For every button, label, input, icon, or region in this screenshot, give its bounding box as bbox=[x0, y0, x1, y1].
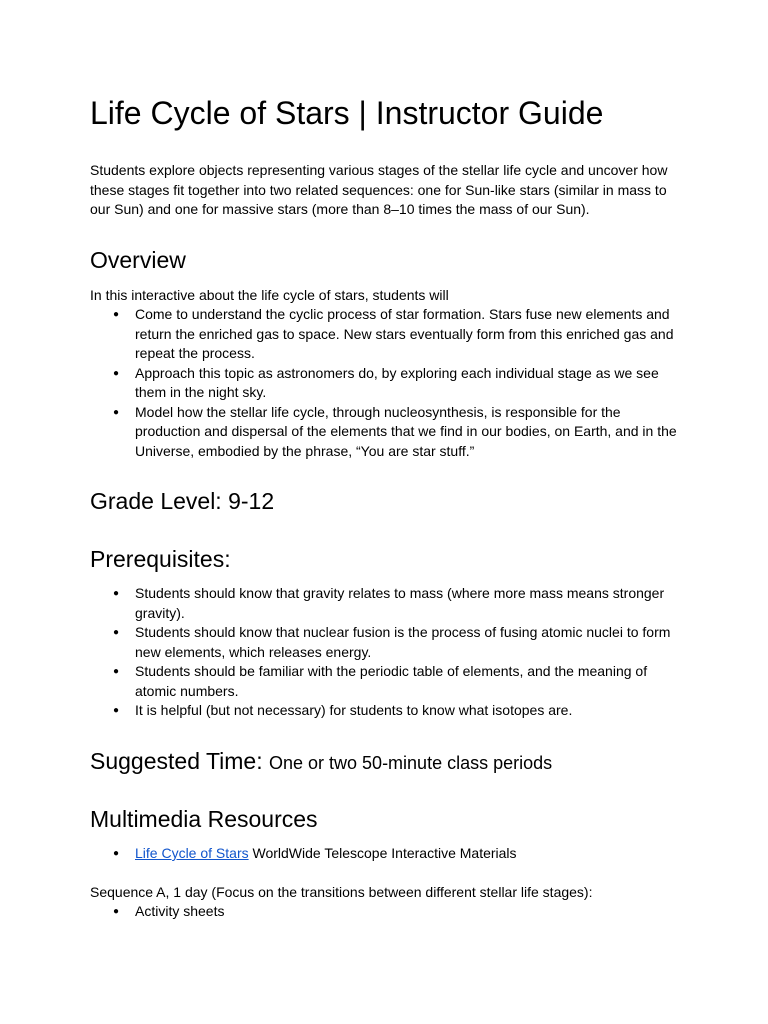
overview-heading: Overview bbox=[90, 247, 186, 273]
sequence-a-lead: Sequence A, 1 day (Focus on the transitions between different stellar life stages): bbox=[90, 884, 593, 900]
suggested-time-label: Suggested Time: bbox=[90, 748, 263, 774]
list-item: ● It is helpful (but not necessary) for students to know what isotopes are. bbox=[90, 701, 680, 721]
prerequisites-list bbox=[90, 584, 680, 721]
sequence-a-list bbox=[90, 902, 680, 922]
multimedia-link-suffix: WorldWide Telescope Interactive Materials bbox=[248, 845, 517, 861]
list-item: ● Approach this topic as astronomers do, by exploring each individual stage as we see them in the night sky. bbox=[90, 364, 680, 403]
prerequisites-heading: Prerequisites: bbox=[90, 546, 231, 572]
life-cycle-of-stars-link[interactable]: Life Cycle of Stars bbox=[135, 845, 249, 861]
list-item: ● Activity sheets bbox=[90, 902, 680, 922]
grade-level-heading: Grade Level: 9-12 bbox=[90, 488, 275, 514]
overview-list bbox=[90, 305, 680, 461]
list-item: ● Students should know that gravity relates to mass (where more mass means stronger gravity). bbox=[90, 584, 680, 623]
intro-paragraph: Students explore objects representing various stages of the stellar life cycle and uncover how these stages fit together into two related sequences: one for Sun-like stars (similar in mass to our Sun) and one for massive stars (more than 8–10 times the mass of our Sun). bbox=[90, 162, 668, 217]
overview-lead: In this interactive about the life cycle of stars, students will bbox=[90, 287, 449, 303]
list-item: ● Students should know that nuclear fusion is the process of fusing atomic nuclei to form new elements, which releases energy. bbox=[90, 623, 680, 662]
list-item: ● Students should be familiar with the periodic table of elements, and the meaning of atomic numbers. bbox=[90, 662, 680, 701]
list-item: ● Come to understand the cyclic process of star formation. Stars fuse new elements and return the enriched gas to space. New stars eventually form from this enriched gas and repeat the process. bbox=[90, 305, 680, 364]
multimedia-heading: Multimedia Resources bbox=[90, 806, 318, 832]
list-item bbox=[90, 844, 680, 864]
page-title: Life Cycle of Stars | Instructor Guide bbox=[90, 95, 604, 131]
suggested-time-heading bbox=[90, 746, 552, 778]
list-item: ● Model how the stellar life cycle, through nucleosynthesis, is responsible for the production and dispersal of the elements that we find in our bodies, on Earth, and in the Universe, embodied by the phrase, “You are star stuff.” bbox=[90, 403, 680, 462]
multimedia-list bbox=[90, 844, 680, 864]
suggested-time-value: One or two 50-minute class periods bbox=[269, 753, 553, 773]
